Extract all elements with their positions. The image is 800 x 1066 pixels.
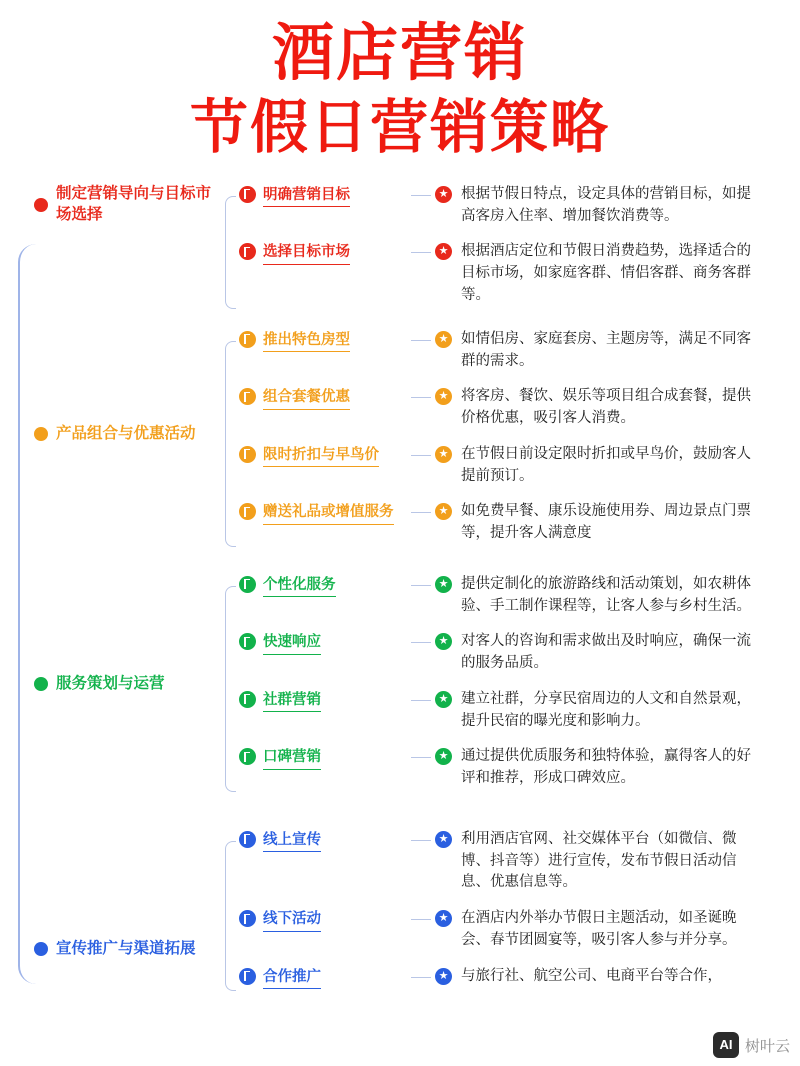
dash-connector	[411, 757, 431, 758]
detail-text: 对客人的咨询和需求做出及时响应，确保一流的服务品质。	[461, 633, 751, 672]
star-icon: ★	[435, 331, 452, 348]
dash-connector	[411, 642, 431, 643]
list-item[interactable]	[239, 631, 761, 675]
dash-connector	[411, 397, 431, 398]
flag-icon	[239, 910, 256, 927]
star-icon: ★	[435, 691, 452, 708]
page-title	[0, 0, 800, 162]
flag-icon	[239, 748, 256, 765]
sub-node-limited-discount[interactable]	[239, 444, 409, 467]
watermark-text: 树叶云	[744, 1037, 790, 1055]
branch-1-node[interactable]	[30, 184, 225, 226]
branch-1-label: 制定营销导向与目标市场选择	[56, 184, 212, 223]
star-icon: ★	[435, 243, 452, 260]
sub-node-label: 赠送礼品或增值服务	[263, 502, 394, 524]
sub-node-label: 组合套餐优惠	[263, 387, 350, 409]
flag-icon	[239, 831, 256, 848]
detail-block	[435, 689, 761, 733]
branch-3-node[interactable]	[30, 574, 225, 695]
watermark	[713, 1032, 790, 1058]
star-icon: ★	[435, 186, 452, 203]
detail-block	[435, 329, 761, 373]
dash-connector	[411, 700, 431, 701]
star-icon: ★	[435, 576, 452, 593]
detail-block	[435, 444, 761, 488]
list-item[interactable]	[239, 444, 761, 488]
detail-block	[435, 184, 761, 228]
branch-1-dot	[34, 198, 48, 212]
list-item[interactable]	[239, 386, 761, 430]
list-item[interactable]	[239, 501, 761, 545]
flag-icon	[239, 243, 256, 260]
sub-node-special-rooms[interactable]	[239, 329, 409, 352]
branch-service-operations[interactable]	[30, 574, 761, 804]
branch-2-connector	[225, 329, 239, 559]
list-item[interactable]	[239, 829, 761, 894]
detail-text: 在酒店内外举办节假日主题活动，如圣诞晚会、春节团圆宴等，吸引客人参与并分享。	[461, 910, 737, 948]
title-line-2: 节假日营销策略	[189, 95, 610, 161]
dash-connector	[411, 512, 431, 513]
branch-4-label: 宣传推广与渠道拓展	[56, 939, 196, 957]
dash-connector	[411, 455, 431, 456]
star-icon: ★	[435, 446, 452, 463]
branch-3-connector	[225, 574, 239, 804]
detail-text: 在节假日前设定限时折扣或早鸟价，鼓励客人提前预订。	[461, 445, 751, 484]
sub-node-label: 限时折扣与早鸟价	[263, 445, 379, 467]
flag-icon	[239, 186, 256, 203]
sub-node-target-market[interactable]	[239, 241, 409, 264]
branch-3-label: 服务策划与运营	[56, 674, 165, 692]
sub-node-label: 线上宣传	[263, 830, 321, 852]
star-icon: ★	[435, 831, 452, 848]
dash-connector	[411, 195, 431, 196]
detail-text: 根据节假日特点，设定具体的营销目标，如提高客房入住率、增加餐饮消费等。	[461, 185, 751, 224]
branch-4-connector	[225, 829, 239, 1003]
list-item[interactable]	[239, 241, 761, 306]
sub-node-personalized-service[interactable]	[239, 574, 409, 597]
branch-2-dot	[34, 427, 48, 441]
detail-block	[435, 386, 761, 430]
list-item[interactable]	[239, 908, 761, 952]
sub-node-label: 社群营销	[263, 690, 321, 712]
detail-block	[435, 966, 761, 988]
flag-icon	[239, 331, 256, 348]
list-item[interactable]	[239, 184, 761, 228]
dash-connector	[411, 585, 431, 586]
detail-block	[435, 574, 761, 618]
detail-text: 建立社群，分享民宿周边的人文和自然景观，提升民宿的曝光度和影响力。	[461, 690, 751, 729]
star-icon: ★	[435, 388, 452, 405]
detail-block	[435, 829, 761, 894]
branch-2-node[interactable]	[30, 329, 225, 445]
sub-node-offline-events[interactable]	[239, 908, 409, 931]
flag-icon	[239, 503, 256, 520]
detail-text: 根据酒店定位和节假日消费趋势，选择适合的目标市场，如家庭客群、情侣客群、商务客群等。	[461, 243, 751, 303]
detail-block	[435, 746, 761, 790]
star-icon: ★	[435, 633, 452, 650]
title-line-1: 酒店营销	[271, 19, 528, 88]
list-item[interactable]	[239, 966, 761, 989]
branch-product-offers[interactable]	[30, 329, 761, 559]
detail-text: 利用酒店官网、社交媒体平台（如微信、微博、抖音等）进行宣传，发布节假日活动信息、优惠信息等。	[461, 830, 737, 891]
detail-text: 提供定制化的旅游路线和活动策划，如农耕体验、手工制作课程等，让客人参与乡村生活。	[461, 575, 751, 614]
detail-block	[435, 908, 761, 952]
dash-connector	[411, 840, 431, 841]
branch-marketing-goals[interactable]	[30, 184, 761, 321]
sub-node-label: 明确营销目标	[263, 185, 350, 207]
list-item[interactable]	[239, 689, 761, 733]
flag-icon	[239, 446, 256, 463]
branch-4-dot	[34, 942, 48, 956]
sub-node-label: 快速响应	[263, 632, 321, 654]
flag-icon	[239, 968, 256, 985]
star-icon: ★	[435, 968, 452, 985]
sub-node-package-deals[interactable]	[239, 386, 409, 409]
sub-node-gifts-services[interactable]	[239, 501, 409, 524]
star-icon: ★	[435, 748, 452, 765]
sub-node-online-promotion[interactable]	[239, 829, 409, 852]
detail-block	[435, 501, 761, 545]
list-item[interactable]	[239, 329, 761, 373]
star-icon: ★	[435, 503, 452, 520]
detail-text: 如免费早餐、康乐设施使用券、周边景点门票等，提升客人满意度	[461, 503, 751, 542]
sub-node-partner-promotion[interactable]	[239, 966, 409, 989]
flag-icon	[239, 388, 256, 405]
sub-node-label: 推出特色房型	[263, 330, 350, 352]
branch-2-label: 产品组合与优惠活动	[56, 424, 196, 442]
branch-1-connector	[225, 184, 239, 321]
sub-node-clear-goal[interactable]	[239, 184, 409, 207]
detail-text: 通过提供优质服务和独特体验，赢得客人的好评和推荐，形成口碑效应。	[461, 748, 751, 787]
dash-connector	[411, 977, 431, 978]
flag-icon	[239, 633, 256, 650]
dash-connector	[411, 919, 431, 920]
flag-icon	[239, 691, 256, 708]
sub-node-fast-response[interactable]	[239, 631, 409, 654]
detail-block	[435, 241, 761, 306]
sub-node-label: 选择目标市场	[263, 242, 350, 264]
detail-text: 如情侣房、家庭套房、主题房等，满足不同客群的需求。	[461, 330, 751, 369]
mindmap	[0, 184, 800, 1024]
dash-connector	[411, 252, 431, 253]
ai-badge-icon: AI	[713, 1032, 739, 1058]
detail-block	[435, 631, 761, 675]
detail-text: 将客房、餐饮、娱乐等项目组合成套餐，提供价格优惠，吸引客人消费。	[461, 388, 751, 427]
star-icon: ★	[435, 910, 452, 927]
sub-node-word-of-mouth[interactable]	[239, 746, 409, 769]
branch-3-dot	[34, 677, 48, 691]
sub-node-label: 口碑营销	[263, 747, 321, 769]
list-item[interactable]	[239, 746, 761, 790]
dash-connector	[411, 340, 431, 341]
sub-node-label: 线下活动	[263, 909, 321, 931]
branch-4-node[interactable]	[30, 829, 225, 960]
branch-promotion-channels[interactable]	[30, 829, 761, 1003]
sub-node-label: 个性化服务	[263, 575, 336, 597]
sub-node-label: 合作推广	[263, 967, 321, 989]
sub-node-community-marketing[interactable]	[239, 689, 409, 712]
list-item[interactable]	[239, 574, 761, 618]
flag-icon	[239, 576, 256, 593]
detail-text: 与旅行社、航空公司、电商平台等合作，	[461, 967, 722, 984]
